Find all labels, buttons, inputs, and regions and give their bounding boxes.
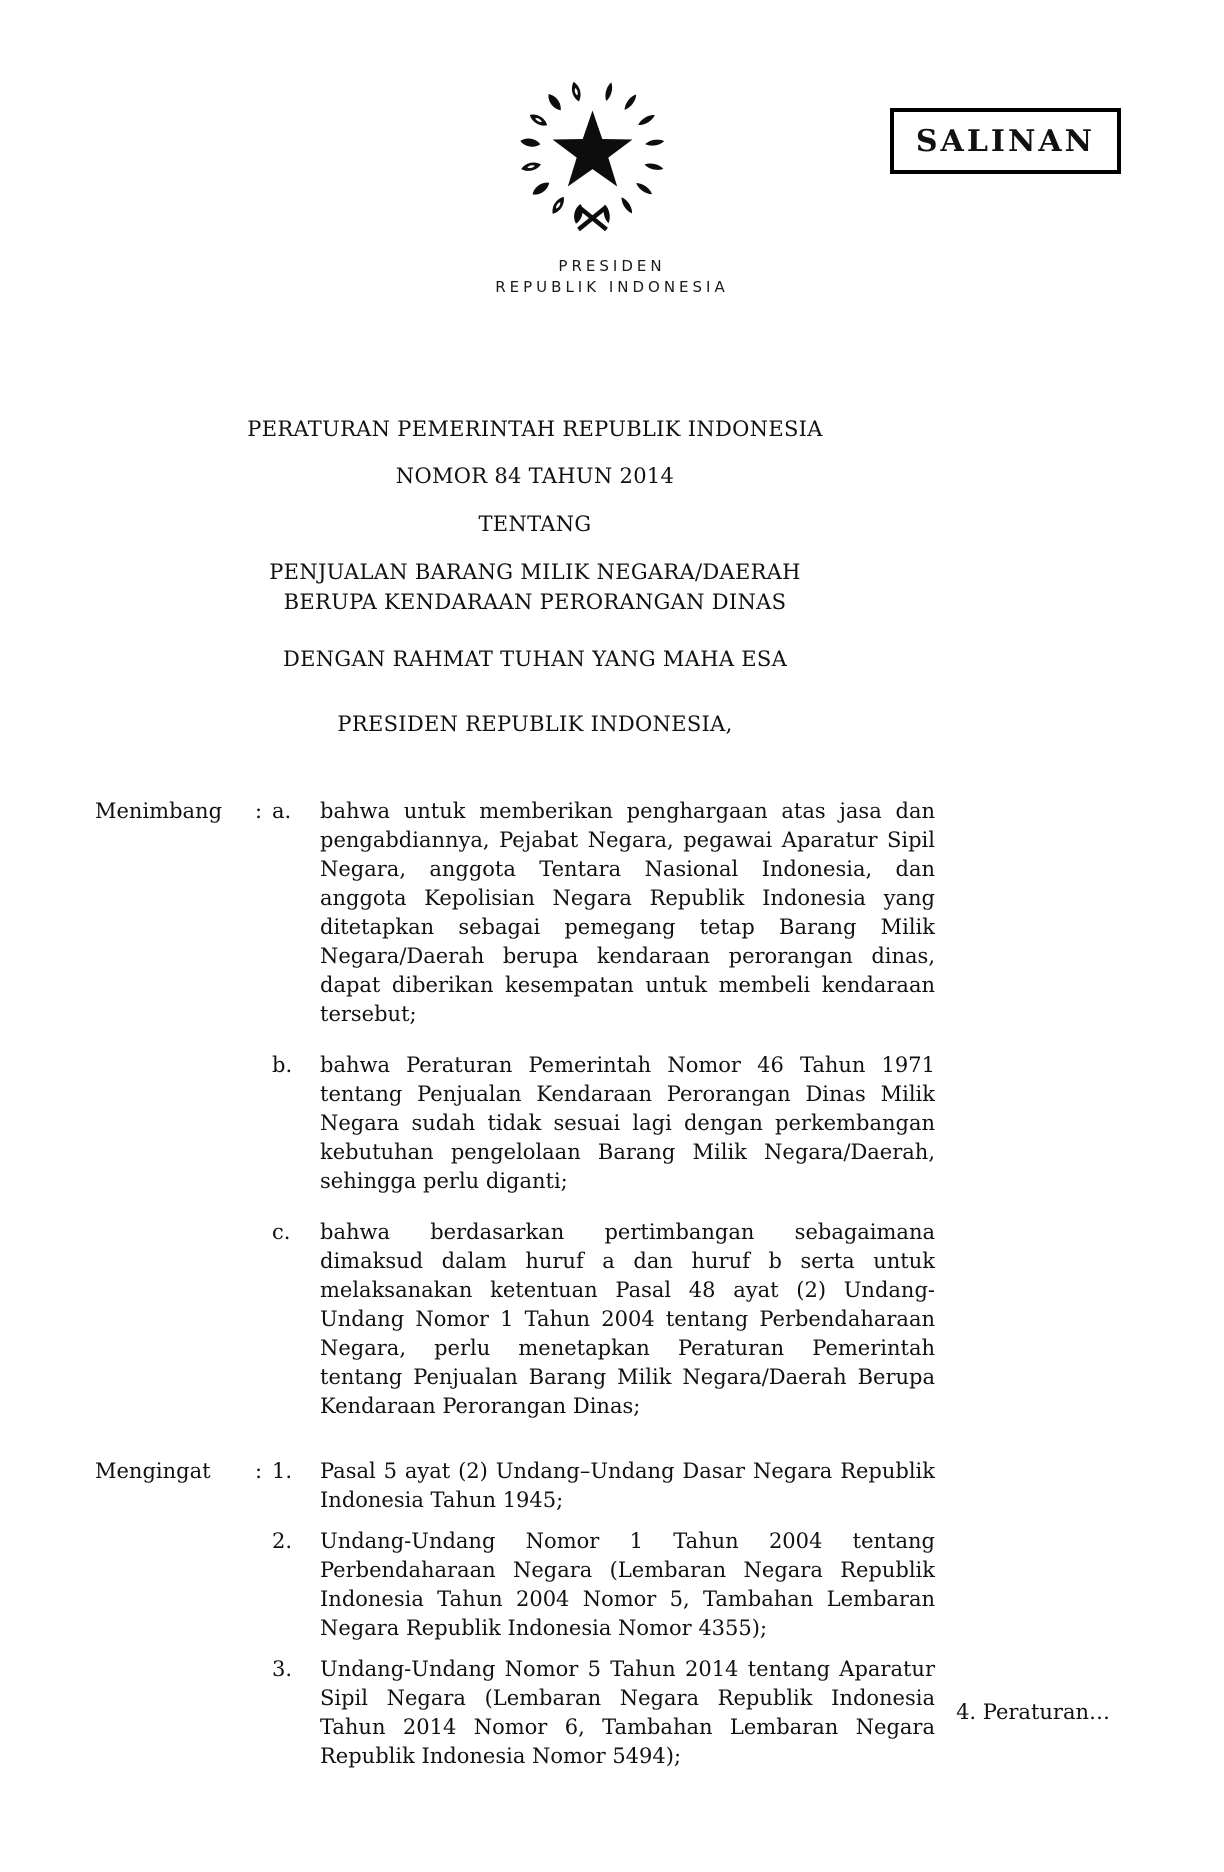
star-icon	[553, 111, 633, 187]
menimbang-item-b	[95, 1051, 935, 1196]
item-marker-c: c.	[272, 1220, 291, 1244]
item-text-a: bahwa untuk memberikan penghargaan atas jasa dan pengabdiannya, Pejabat Negara, pegawai Aparatur Sipil Negara, anggota Tentara Nasional Indonesia, dan anggota Kepolisian Negara Republik Indonesia yang ditetapkan sebagai pemegang tetap Barang Milik Negara/Daerah berupa kendaraan perorangan dinas, dapat diberikan kesempatan untuk membeli kendaraan tersebut;	[320, 799, 935, 1026]
wreath-crossed-stems	[579, 207, 607, 230]
item-text-1: Pasal 5 ayat (2) Undang–Undang Dasar Negara Republik Indonesia Tahun 1945;	[320, 1459, 935, 1512]
regulation-number: NOMOR 84 TAHUN 2014	[395, 464, 675, 488]
item-text-2: Undang-Undang Nomor 1 Tahun 2004 tentang Perbendaharaan Negara (Lembaran Negara Republik Indonesia Tahun 2004 Nomor 5, Tambahan Lembaran Negara Republik Indonesia Nomor 4355);	[320, 1529, 935, 1640]
regulation-title: PERATURAN PEMERINTAH REPUBLIK INDONESIA	[247, 417, 823, 441]
item-text-b: bahwa Peraturan Pemerintah Nomor 46 Tahun 1971 tentang Penjualan Kendaraan Perorangan Dinas Milik Negara sudah tidak sesuai lagi dengan perkembangan kebutuhan pengelolaan Barang Milik Negara/Daerah, sehingga perlu diganti;	[320, 1053, 935, 1193]
title-block	[115, 414, 955, 739]
menimbang-separator: :	[255, 799, 263, 823]
menimbang-label: Menimbang	[95, 799, 223, 823]
mengingat-item-3	[95, 1655, 935, 1771]
section-spacer	[95, 1421, 935, 1457]
item-marker-3: 3.	[272, 1657, 293, 1681]
letterhead-republik-indonesia: REPUBLIK INDONESIA	[495, 278, 729, 296]
mengingat-item-1	[95, 1457, 935, 1515]
item-text-3: Undang-Undang Nomor 5 Tahun 2014 tentang Aparatur Sipil Negara (Lembaran Negara Republik Indonesia Tahun 2014 Nomor 6, Tambahan Lembaran Negara Republik Indonesia Nomor 5494);	[320, 1657, 935, 1768]
subject-line-1: PENJUALAN BARANG MILIK NEGARA/DAERAH	[269, 560, 801, 584]
mengingat-item-2	[95, 1527, 935, 1643]
item-marker-b: b.	[272, 1053, 293, 1077]
invocation-line: DENGAN RAHMAT TUHAN YANG MAHA ESA	[282, 647, 788, 671]
salinan-stamp	[890, 108, 1121, 174]
catchword: 4. Peraturan…	[956, 1700, 1110, 1724]
mengingat-label: Mengingat	[95, 1459, 211, 1483]
presidential-emblem-icon	[505, 72, 680, 247]
issuer-line: PRESIDEN REPUBLIK INDONESIA,	[337, 712, 733, 736]
salinan-stamp-label: SALINAN	[915, 123, 1096, 159]
item-marker-2: 2.	[272, 1529, 293, 1553]
mengingat-separator: :	[255, 1459, 263, 1483]
item-text-c: bahwa berdasarkan pertimbangan sebagaimana dimaksud dalam huruf a dan huruf b serta untuk melaksanakan ketentuan Pasal 48 ayat (2) Undang-Undang Nomor 1 Tahun 2004 tentang Perbendaharaan Negara, perlu menetapkan Peraturan Pemerintah tentang Penjualan Barang Milik Negara/Daerah Berupa Kendaraan Perorangan Dinas;	[320, 1220, 935, 1418]
subject-line-2: BERUPA KENDARAAN PERORANGAN DINAS	[283, 590, 787, 614]
item-marker-a: a.	[272, 799, 292, 823]
document-body	[0, 797, 1224, 1771]
menimbang-item-c	[95, 1218, 935, 1421]
letterhead	[0, 256, 1224, 298]
letterhead-presiden: PRESIDEN	[558, 257, 666, 275]
menimbang-item-a	[95, 797, 935, 1029]
tentang-label: TENTANG	[478, 512, 592, 536]
item-marker-1: 1.	[272, 1459, 293, 1483]
